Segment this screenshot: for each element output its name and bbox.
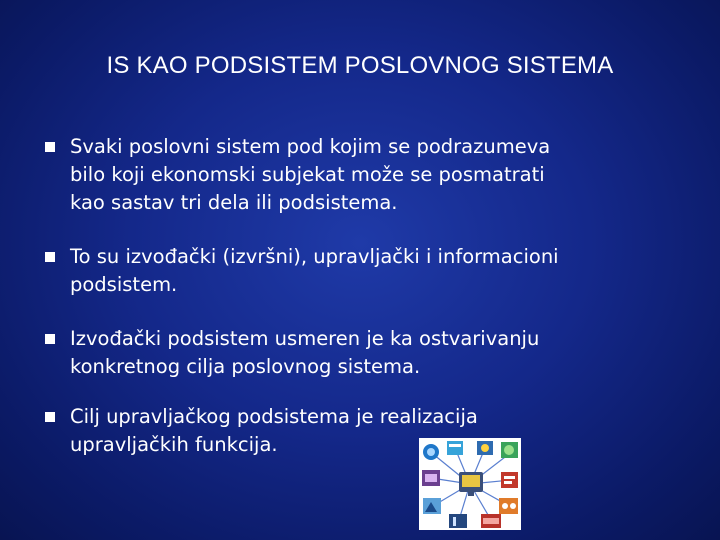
- bullet-square-icon: [45, 252, 55, 262]
- bullet-text: [70, 403, 680, 459]
- bullet-square-icon: [45, 412, 55, 422]
- bullet-line: Cilj upravljačkog podsistema je realizacija: [70, 405, 478, 428]
- collage-illustration-icon: [419, 438, 521, 530]
- bullet-text: [70, 133, 680, 217]
- bullet-text: [70, 243, 680, 299]
- bullet-line: bilo koji ekonomski subjekat može se posmatrati: [70, 163, 545, 186]
- bullet-line: podsistem.: [70, 273, 178, 296]
- bullet-text: [70, 325, 680, 381]
- information-system-collage-image: [419, 438, 521, 530]
- bullet-line: To su izvođački (izvršni), upravljački i informacioni: [70, 245, 559, 268]
- bullet-square-icon: [45, 142, 55, 152]
- bullet-line: konkretnog cilja poslovnog sistema.: [70, 355, 421, 378]
- slide-title: IS KAO PODSISTEM POSLOVNOG SISTEMA: [106, 52, 614, 79]
- bullet-line: Izvođački podsistem usmeren je ka ostvarivanju: [70, 327, 540, 350]
- bullet-square-icon: [45, 334, 55, 344]
- bullet-line: Svaki poslovni sistem pod kojim se podrazumeva: [70, 135, 551, 158]
- bullet-line: kao sastav tri dela ili podsistema.: [70, 191, 398, 214]
- bullet-line: upravljačkih funkcija.: [70, 433, 278, 456]
